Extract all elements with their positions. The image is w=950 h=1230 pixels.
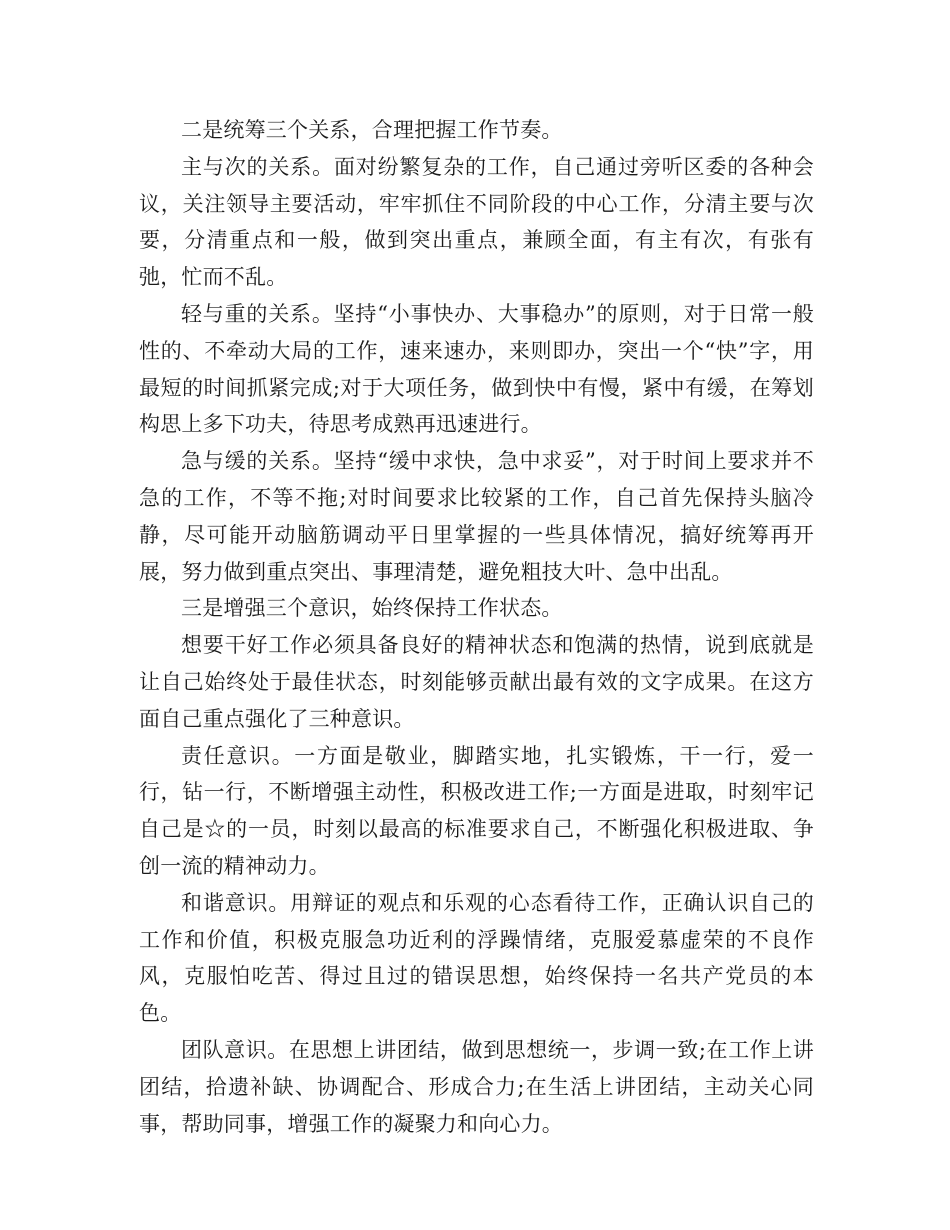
document-page — [139, 112, 814, 1142]
heading-paragraph-three: 三是增强三个意识，始终保持工作状态。 — [181, 596, 563, 621]
paragraph-harmony: 和谐意识。用辩证的观点和乐观的心态看待工作，正确认识自己的工作和价值，积极克服急功近利的浮躁情绪，克服爱慕虚荣的不良作风，克服怕吃苦、得过且过的错误思想，始终保持一名共产党员的本色。 — [139, 890, 814, 1026]
paragraph-primary-secondary: 主与次的关系。面对纷繁复杂的工作，自己通过旁听区委的各种会议，关注领导主要活动，牢牢抓住不同阶段的中心工作，分清主要与次要，分清重点和一般，做到突出重点，兼顾全面，有主有次，有张有弛，忙而不乱。 — [139, 154, 814, 290]
paragraph-responsibility: 责任意识。一方面是敬业，脚踏实地，扎实锻炼，干一行，爱一行，钻一行，不断增强主动性，积极改进工作;一方面是进取，时刻牢记自己是☆的一员，时刻以最高的标准要求自己，不断强化积极进取、争创一流的精神动力。 — [139, 743, 814, 878]
paragraph-teamwork: 团队意识。在思想上讲团结，做到思想统一，步调一致;在工作上讲团结，拾遗补缺、协调配合、形成合力;在生活上讲团结，主动关心同事，帮助同事，增强工作的凝聚力和向心力。 — [139, 1037, 814, 1136]
paragraph-light-heavy: 轻与重的关系。坚持“小事快办、大事稳办”的原则，对于日常一般性的、不牵动大局的工作，速来速办，来则即办，突出一个“快”字，用最短的时间抓紧完成;对于大项任务，做到快中有慢，紧中有缓，在筹划构思上多下功夫，待思考成熟再迅速进行。 — [139, 301, 814, 437]
paragraph-urgent-slow: 急与缓的关系。坚持“缓中求快，急中求妥”，对于时间上要求并不急的工作，不等不拖;对时间要求比较紧的工作，自己首先保持头脑冷静，尽可能开动脑筋调动平日里掌握的一些具体情况，搞好统筹再开展，努力做到重点突出、事理清楚，避免粗技大叶、急中出乱。 — [139, 449, 814, 584]
paragraph-spirit-intro: 想要干好工作必须具备良好的精神状态和饱满的热情，说到底就是让自己始终处于最佳状态，时刻能够贡献出最有效的文字成果。在这方面自己重点强化了三种意识。 — [139, 633, 814, 731]
heading-paragraph-two: 二是统筹三个关系，合理把握工作节奏。 — [181, 118, 563, 142]
